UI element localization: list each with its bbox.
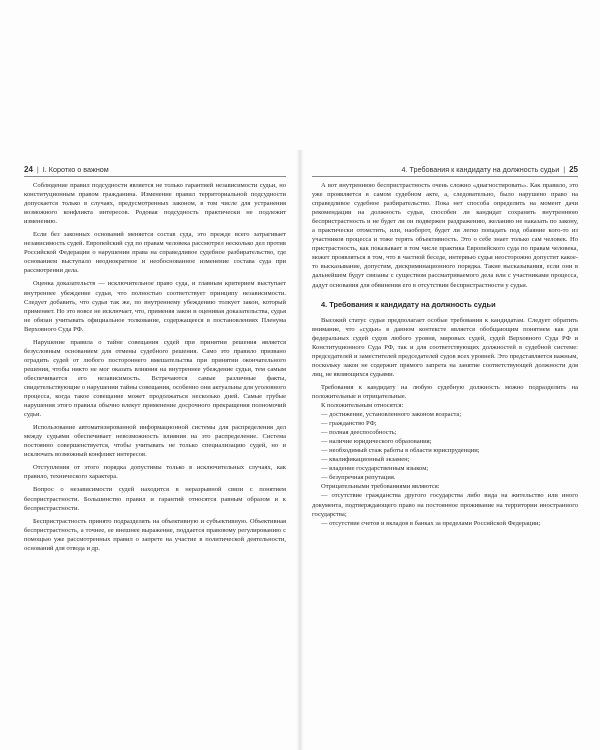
list-item: — достижение, установленного законом возраста; <box>321 411 462 419</box>
paragraph: А вот внутреннюю беспристрастность очень сложно «диагностировать». Как правило, это уже проявляется в самом судебном акте, а, следовательно, было нарушено право на справедливое судебное разбирательство. Пока нет способа определить на момент дачи рекомендации на должность судьи, способен ли кандидат сохранять внутреннюю беспристрастность и не будет ли он подвержен раздражению, желанию не наказать по закону, а практически отомстить, или, наоборот, будет ли легко попадать под обаяние кого-то из участников процесса и тоже терять объективность. Это о себе знает только сам человек. Но пристрастность, как показывает в том числе практика Европейского суда по правам человека, может проявляться в том, что в частной беседе, интервью судья неосторожно допустит какое-то высказывание, допустим, дискриминационного порядка. Такие высказывания, если они в дальнейшем будут связаны с существом рассматриваемого дела или с участниками процесса, дадут основания для обвинения его в отсутствии беспристрастности у судьи. <box>312 182 578 289</box>
list-item: — безупречная репутация. <box>321 474 396 482</box>
list-item: — отсутствие гражданства другого государства либо вида на жительство или иного документа, подтверждающего право на постоянное проживание на территории иностранного государства; <box>312 492 578 518</box>
right-page <box>300 0 600 750</box>
list-item: — отсутствие счетов и вкладов в банках за пределами Российской Федерации; <box>321 519 541 527</box>
section-heading: 4. Требования к кандидату на должность судьи <box>321 299 496 309</box>
right-text-column <box>312 181 578 528</box>
list-item: — наличие юридического образования; <box>321 438 432 446</box>
paragraph: Оценка доказательств — исключительное право суда, и главным критерием выступает внутреннее убеждение судьи, что полностью соответствует принципу независимости. Следует добавить, что судья так же, по внутреннему убеждению толкует закон, который применяет. Но это вовсе не исключает, что, применяя закон и оценивая доказательства, судья не обязан учитывать официальное толкование, содержащееся в постановлениях Пленума Верховного Суда РФ. <box>24 280 286 333</box>
left-chapter-title: I. Коротко о важном <box>42 165 109 174</box>
left-page-number: 24 <box>24 165 33 174</box>
list-item: — квалификационный экзамен; <box>321 456 410 464</box>
paragraph: Отрицательными требованиями являются: <box>321 483 440 491</box>
list-item: — необходимый стаж работы в области юриспруденции; <box>321 447 480 455</box>
paragraph: Соблюдение правил подсудности является не только гарантией независимости судьи, но конституционным правом гражданина. Изменение правил территориальной подсудности допускается только в случаях, предусмотренных законом, в том числе для устранения возможного конфликта интересов. Родовая подсудность практически не подлежит изменению. <box>24 182 286 226</box>
paragraph: Высокий статус судьи предполагает особые требования к кандидатам. Следует обратить внимание, что «судьи» в данном контексте является обобщающим понятием как для федеральных судей судов любого уровня, мировых судей, судей Верховного Суда РФ и Конституционного Суда РФ, так и для соответствующих должностей в судебной системе: председателей и заместителей председателей судов всех уровней. Это представляется важным, поскольку закон не содержит прямого запрета на занятие соответствующей должности для лиц, не являющихся судьями. <box>312 316 578 378</box>
right-chapter-title: 4. Требования к кандидату на должность судьи <box>401 165 560 174</box>
paragraph: Требования к кандидату на любую судебную должность можно подразделить на положительные и отрицательные. <box>312 383 578 400</box>
list-item: — владение государственным языком; <box>321 465 429 473</box>
paragraph: Нарушение правила о тайне совещания судей при принятии решения является безусловным основанием для отмены судебного решения. Само это правило призвано оградить судей от любого постороннего вмешательства при принятии окончательного решения, чтобы никто не мог оказать влияния на внутреннее убеждение судьи, тем самым обеспечивается его независимость. Встречаются самые различные факты, свидетельствующие о нарушении тайны совещания, особенно они актуальны для уголовного процесса, когда такое совещание может продолжаться несколько дней. Самые грубые нарушения этого правила обычно влекут применение досрочного прекращения полномочий судьи. <box>24 338 286 419</box>
right-header-rule <box>312 176 578 177</box>
right-page-number: 25 <box>569 165 578 174</box>
paragraph: К положительным относятся: <box>321 401 404 409</box>
left-text-column <box>24 181 286 553</box>
left-header-rule <box>24 176 286 177</box>
header-separator: | <box>36 165 39 174</box>
paragraph: Если без законных оснований меняется состав суда, это прежде всего затрагивает независимость судей. Европейский суд по правам человека рассмотрел несколько дел против Российской Федерации о нарушении права на справедливое судебное разбирательство, где основанием выступало неоднократное и необоснованное изменение состава суда при рассмотрении дела. <box>24 231 286 275</box>
book-gutter <box>296 150 304 750</box>
paragraph: Вопрос о независимости судей находится в неразрывной связи с понятием беспристрастности. Большинство правил и гарантий относятся равным образом и к беспристрастности. <box>24 486 286 512</box>
list-item: — гражданство РФ; <box>321 420 377 428</box>
paragraph: Беспристрастность принято подразделять на объективную и субъективную. Объективная беспристрастность, а точнее, ее внешнее выражение, поддается правовому регулированию с помощью уже рассмотренных правил о запрете на участие в политической деятельности, оснований для отвода и др. <box>24 517 286 552</box>
left-running-header <box>24 164 109 176</box>
right-running-header <box>401 164 578 176</box>
list-item: — полная дееспособность; <box>321 429 397 437</box>
paragraph: Отступления от этого порядка допустимы только в исключительных случаях, как правило, технического характера. <box>24 464 286 481</box>
header-separator: | <box>563 165 566 174</box>
paragraph: Использование автоматизированной информационной системы для распределения дел между судьями обеспечивает невозможность влияния на это распределение. Система постоянно совершенствуется, чтобы учитывать не только специализацию судей, но и исключать возможный конфликт интересов. <box>24 424 286 459</box>
